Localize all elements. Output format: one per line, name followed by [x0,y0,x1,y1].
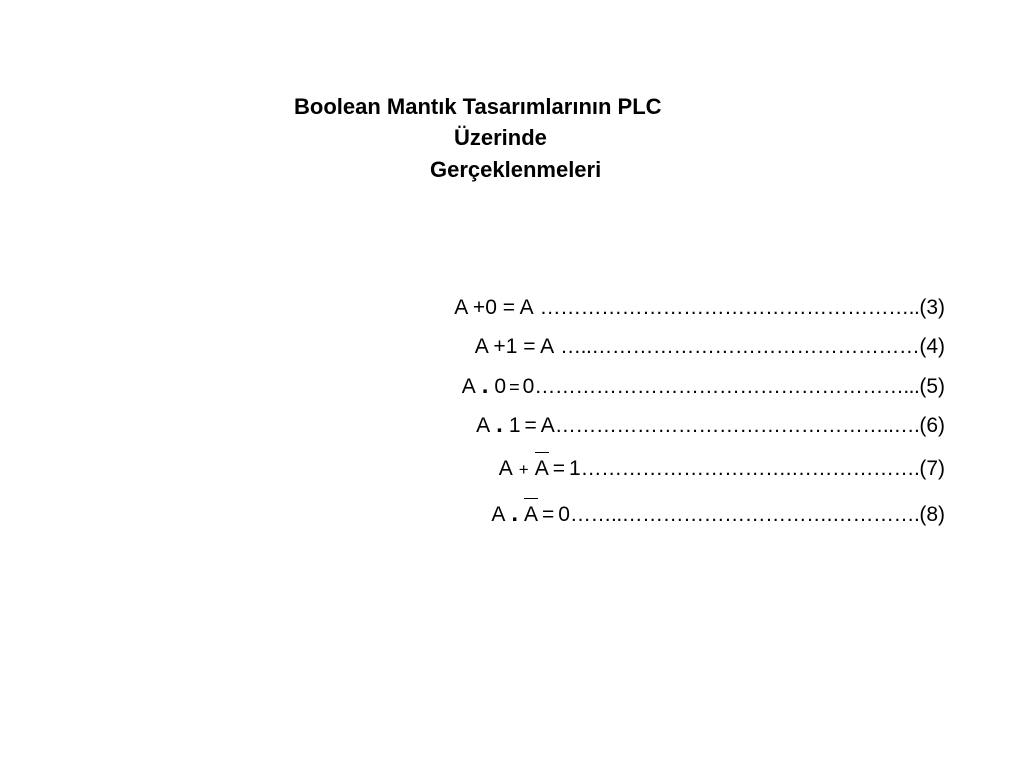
and-operator: . [496,411,503,438]
title-line-2: Üzerinde [454,125,547,150]
and-operator: . [511,500,519,527]
equation-lhs: A +0 = A [454,296,534,319]
equation-number: (7) [919,457,945,480]
equation-5 [462,374,945,398]
leader-dots: ………………………….………………. [580,457,920,480]
equation-number: (3) [919,296,945,319]
equation-result: 0 [522,375,535,398]
equation-3 [454,296,945,320]
equals-sign: = [524,414,537,437]
equals-sign: = [509,377,520,397]
equation-result: A [540,414,555,437]
leader-dots: ………………………………………………... [534,375,920,398]
leader-dots: …..………………………………………… [560,335,920,358]
equation-6 [476,413,945,437]
equation-7 [499,457,945,481]
equation-number: (6) [919,414,945,437]
leader-dots: ……..………………………….…………. [569,503,920,526]
equation-operand: 0 [494,375,507,398]
equation-4 [475,335,945,359]
equals-sign: = [542,503,555,526]
or-operator: + [518,460,529,479]
equation-variable: A [491,503,506,526]
equation-operand: 1 [508,414,521,437]
equation-variable: A [498,457,513,480]
equation-result: 0 [558,503,570,526]
equation-result: 1 [568,457,581,480]
negated-operand: A [534,457,549,480]
title-line-3: Gerçeklenmeleri [430,157,602,182]
equation-variable: A [461,375,476,398]
equation-lhs: A +1 = A [474,335,555,358]
leader-dots: …………………………………………..…. [554,414,920,437]
equals-sign: = [552,457,565,480]
equation-number: (4) [919,335,945,358]
equation-8 [491,502,945,526]
equation-number: (5) [919,375,945,398]
equation-number: (8) [919,503,945,526]
title-line-1: Boolean Mantık Tasarımlarının PLC [294,94,662,119]
negated-operand: A [524,503,539,526]
leader-dots: ……………………………………………….. [539,296,920,319]
equation-variable: A [476,414,491,437]
and-operator: . [481,372,489,399]
